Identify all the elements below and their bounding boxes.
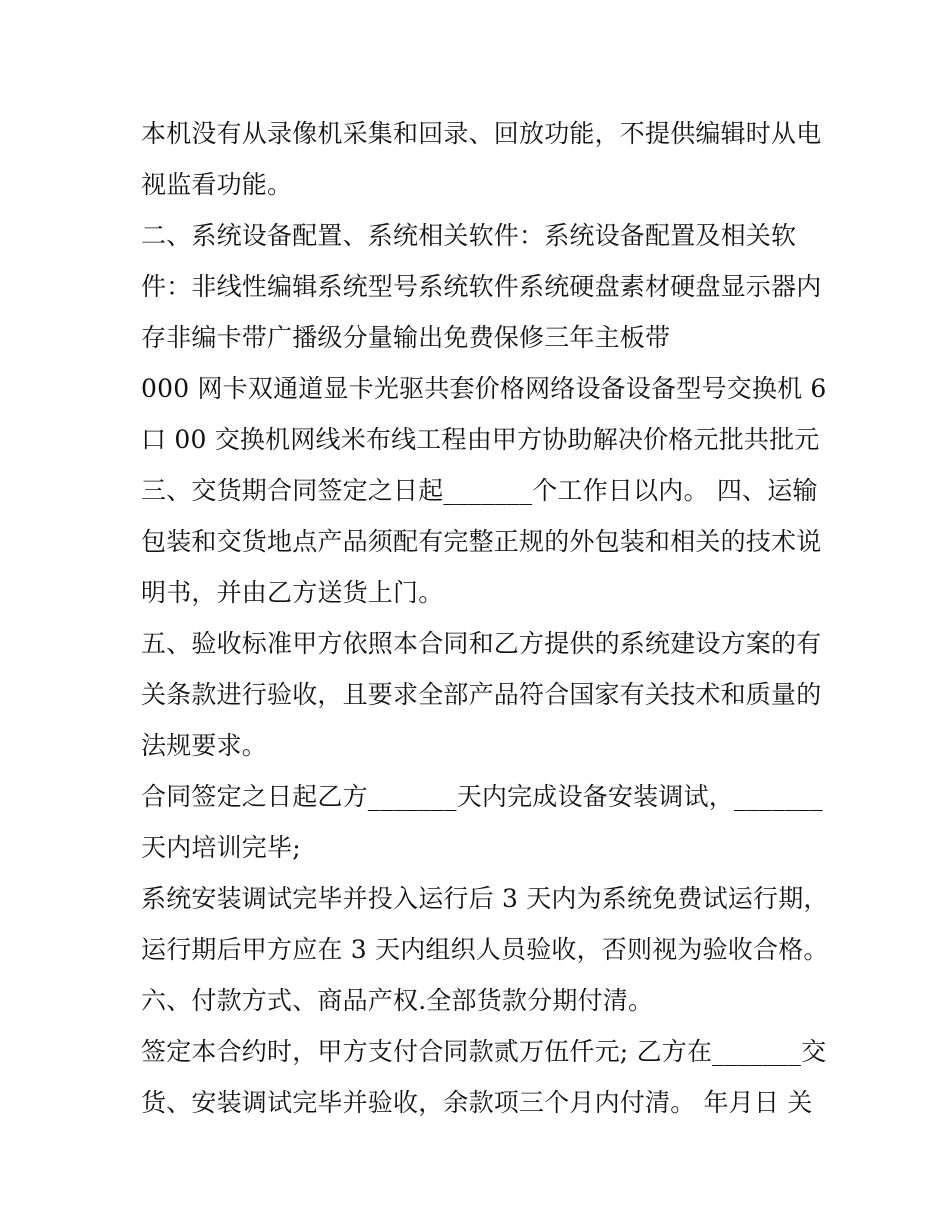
text-line: 六、付款方式、商品产权.全部货款分期付清。 — [141, 986, 654, 1015]
text-line: 签定本合约时，甲方支付合同款贰万伍仟元; 乙方在_______交 — [141, 1037, 827, 1066]
text-line: 三、交货期合同签定之日起_______个工作日以内。 四、运输 — [141, 476, 818, 505]
text-line: 存非编卡带广播级分量输出免费保修三年主板带 — [141, 323, 671, 352]
text-line: 视监看功能。 — [141, 170, 293, 199]
text-line: 天内培训完毕; — [141, 833, 301, 862]
text-line: 法规要求。 — [141, 731, 268, 760]
text-line: 明书，并由乙方送货上门。 — [141, 578, 444, 607]
text-line: 件：非线性编辑系统型号系统软件系统硬盘素材硬盘显示器内 — [141, 272, 822, 301]
text-line: 五、验收标准甲方依照本合同和乙方提供的系统建设方案的有 — [141, 629, 822, 658]
text-line: 关条款进行验收，且要求全部产品符合国家有关技术和质量的 — [141, 680, 822, 709]
text-line: 口 00 交换机网线米布线工程由甲方协助解决价格元批共批元 — [141, 425, 820, 454]
text-line: 本机没有从录像机采集和回录、回放功能，不提供编辑时从电 — [141, 119, 822, 148]
text-line: 运行期后甲方应在 3 天内组织人员验收，否则视为验收合格。 — [141, 935, 829, 964]
text-line: 合同签定之日起乙方_______天内完成设备安装调试，_______ — [141, 782, 823, 811]
document-body — [141, 108, 829, 1128]
text-line: 货、安装调试完毕并验收，余款项三个月内付清。 年月日 关 — [141, 1088, 813, 1117]
text-line: 000 网卡双通道显卡光驱共套价格网络设备设备型号交换机 6 — [141, 374, 827, 403]
text-line: 包装和交货地点产品须配有完整正规的外包装和相关的技术说 — [141, 527, 822, 556]
text-line: 系统安装调试完毕并投入运行后 3 天内为系统免费试运行期， — [141, 884, 829, 913]
text-line: 二、系统设备配置、系统相关软件：系统设备配置及相关软 — [141, 221, 797, 250]
